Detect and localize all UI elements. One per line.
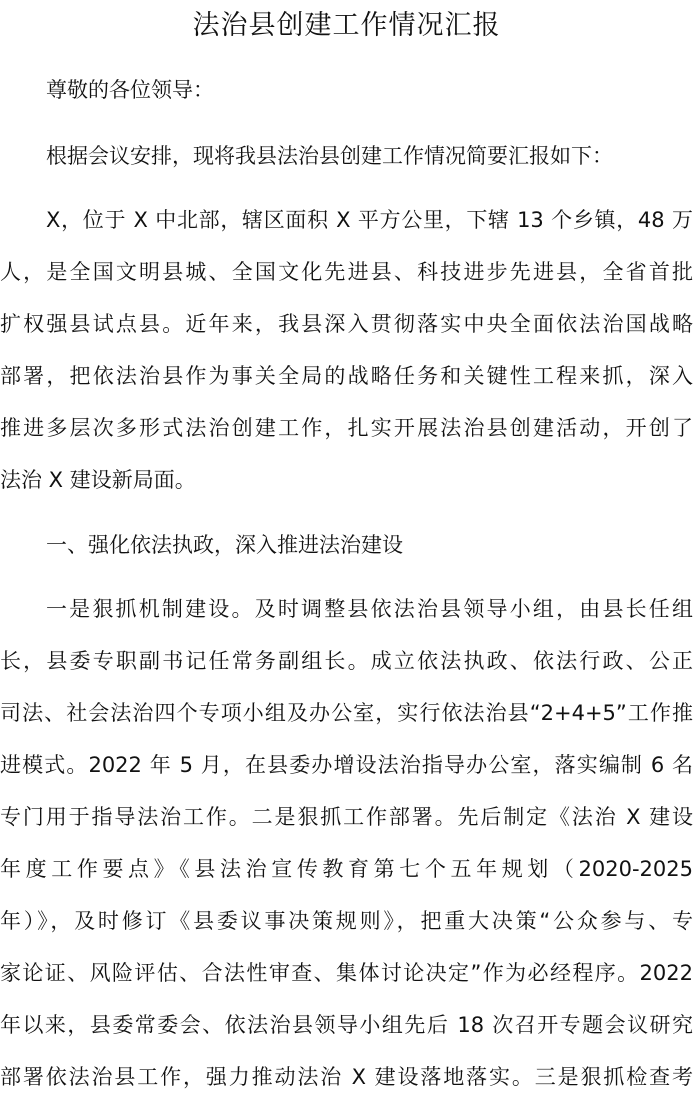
section-line: 年度工作要点》《县法治宣传教育第七个五年规划（2020-2025 — [0, 857, 693, 881]
section-line: 进模式。2022 年 5 月，在县委办增设法治指导办公室，落实编制 6 名 — [0, 753, 693, 777]
section-line: 专门用于指导法治工作。二是狠抓工作部署。先后制定《法治 X 建设 — [0, 805, 693, 829]
section-line: 长，县委专职副书记任常务副组长。成立依法执政、依法行政、公正 — [0, 649, 693, 673]
section-line: 年）》，及时修订《县委议事决策规则》，把重大决策“公众参与、专 — [0, 909, 693, 933]
overview-line: X，位于 X 中北部，辖区面积 X 平方公里，下辖 13 个乡镇，48 万 — [46, 208, 693, 232]
overview-line: 法治 X 建设新局面。 — [0, 468, 196, 492]
overview-line: 推进多层次多形式法治创建工作，扎实开展法治县创建活动，开创了 — [0, 416, 693, 440]
document-title: 法治县创建工作情况汇报 — [192, 10, 501, 41]
section-heading: 一、强化依法执政，深入推进法治建设 — [46, 533, 403, 557]
section-line: 部署依法治县工作，强力推动法治 X 建设落地落实。三是狠抓检查考 — [0, 1065, 693, 1089]
overview-line: 扩权强县试点县。近年来，我县深入贯彻落实中央全面依法治国战略 — [0, 312, 693, 336]
section-line: 家论证、风险评估、合法性审查、集体讨论决定”作为必经程序。2022 — [0, 961, 693, 985]
section-line: 年以来，县委常委会、依法治县领导小组先后 18 次召开专题会议研究 — [0, 1013, 693, 1037]
overview-line: 部署，把依法治县作为事关全局的战略任务和关键性工程来抓，深入 — [0, 364, 693, 388]
section-line: 一是狠抓机制建设。及时调整县依法治县领导小组，由县长任组 — [46, 597, 693, 621]
section-line: 司法、社会法治四个专项小组及办公室，实行依法治县“2+4+5”工作推 — [0, 701, 693, 725]
intro-paragraph: 根据会议安排，现将我县法治县创建工作情况简要汇报如下： — [46, 144, 613, 168]
salutation: 尊敬的各位领导： — [46, 78, 214, 102]
overview-line: 人，是全国文明县城、全国文化先进县、科技进步先进县，全省首批 — [0, 260, 693, 284]
